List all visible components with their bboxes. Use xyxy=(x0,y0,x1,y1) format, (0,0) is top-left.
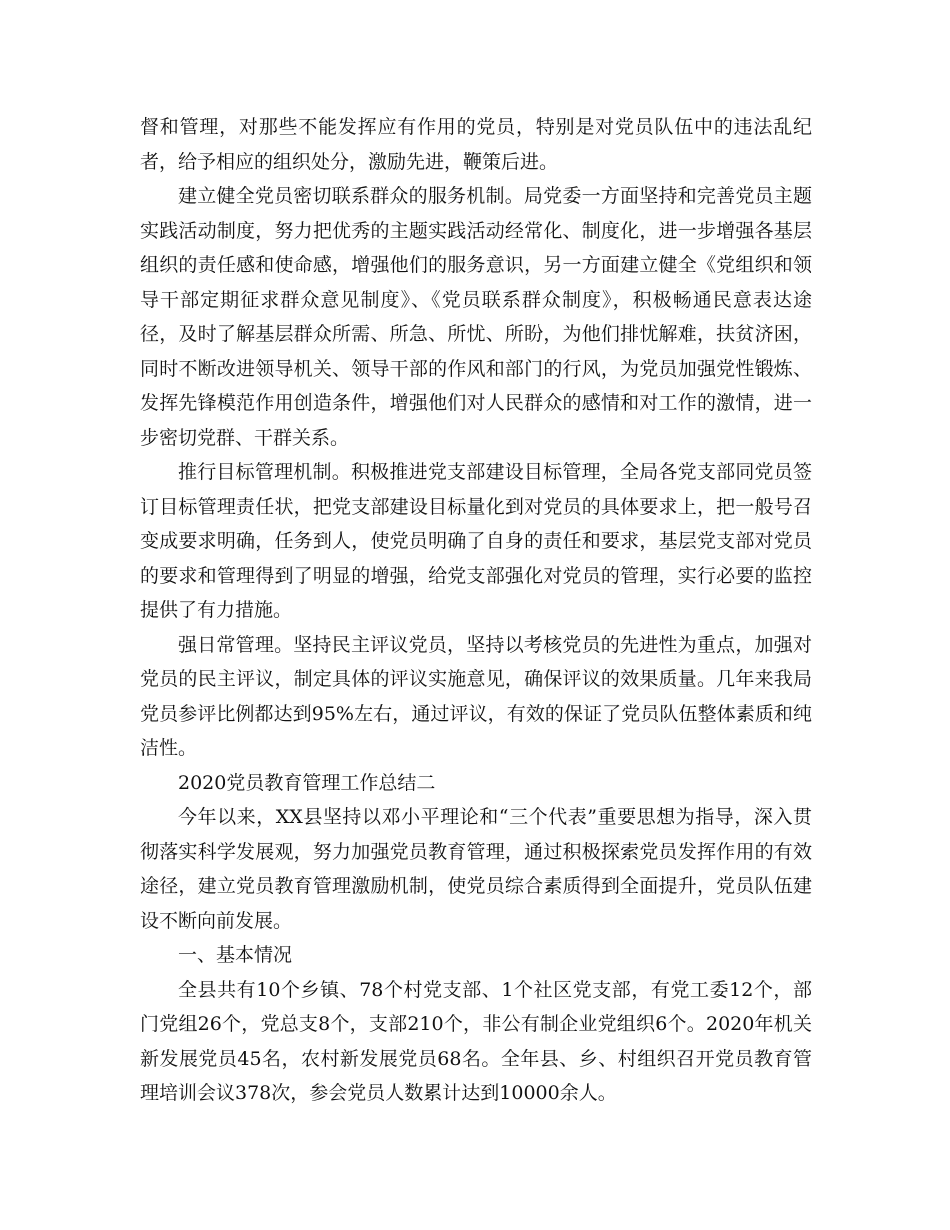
paragraph-continuation: 督和管理，对那些不能发挥应有作用的党员，特别是对党员队伍中的违法乱纪者，给予相应的组织处分，激励先进，鞭策后进。 xyxy=(140,116,812,173)
document-body xyxy=(140,110,812,1111)
paragraph-introduction: 今年以来，XX县坚持以邓小平理论和“三个代表”重要思想为指导，深入贯彻落实科学发展观，努力加强党员教育管理，通过积极探索党员发挥作用的有效途径，建立党员教育管理激励机制，使党员综合素质得到全面提升，党员队伍建设不断向前发展。 xyxy=(140,806,812,932)
paragraph-statistics: 全县共有10个乡镇、78个村党支部、1个社区党支部，有党工委12个，部门党组26个，党总支8个，支部210个，非公有制企业党组织6个。2020年机关新发展党员45名，农村新发展党员68名。全年县、乡、村组织召开党员教育管理培训会议378次，参会党员人数累计达到10000余人。 xyxy=(140,978,812,1104)
paragraph-daily-management: 强日常管理。坚持民主评议党员，坚持以考核党员的先进性为重点，加强对党员的民主评议，制定具体的评议实施意见，确保评议的效果质量。几年来我局党员参评比例都达到95%左右，通过评议，有效的保证了党员队伍整体素质和纯洁性。 xyxy=(140,633,812,759)
paragraph-target-management: 推行目标管理机制。积极推进党支部建设目标管理，全局各党支部同党员签订目标管理责任状，把党支部建设目标量化到对党员的具体要求上，把一般号召变成要求明确，任务到人，使党员明确了自身的责任和要求，基层党支部对党员的要求和管理得到了明显的增强，给党支部强化对党员的管理，实行必要的监控提供了有力措施。 xyxy=(140,461,812,621)
section-heading-basic-situation: 一、基本情况 xyxy=(178,944,293,966)
paragraph-service-mechanism: 建立健全党员密切联系群众的服务机制。局党委一方面坚持和完善党员主题实践活动制度，努力把优秀的主题实践活动经常化、制度化，进一步增强各基层组织的责任感和使命感，增强他们的服务意识，另一方面建立健全《党组织和领导干部定期征求群众意见制度》、《党员联系群众制度》，积极畅通民意表达途径，及时了解基层群众所需、所急、所忧、所盼，为他们排忧解难，扶贫济困，同时不断改进领导机关、领导干部的作风和部门的行风，为党员加强党性锻炼、发挥先锋模范作用创造条件，增强他们对人民群众的感情和对工作的激情，进一步密切党群、干群关系。 xyxy=(140,185,812,449)
section-title-summary-two: 2020党员教育管理工作总结二 xyxy=(178,771,436,794)
